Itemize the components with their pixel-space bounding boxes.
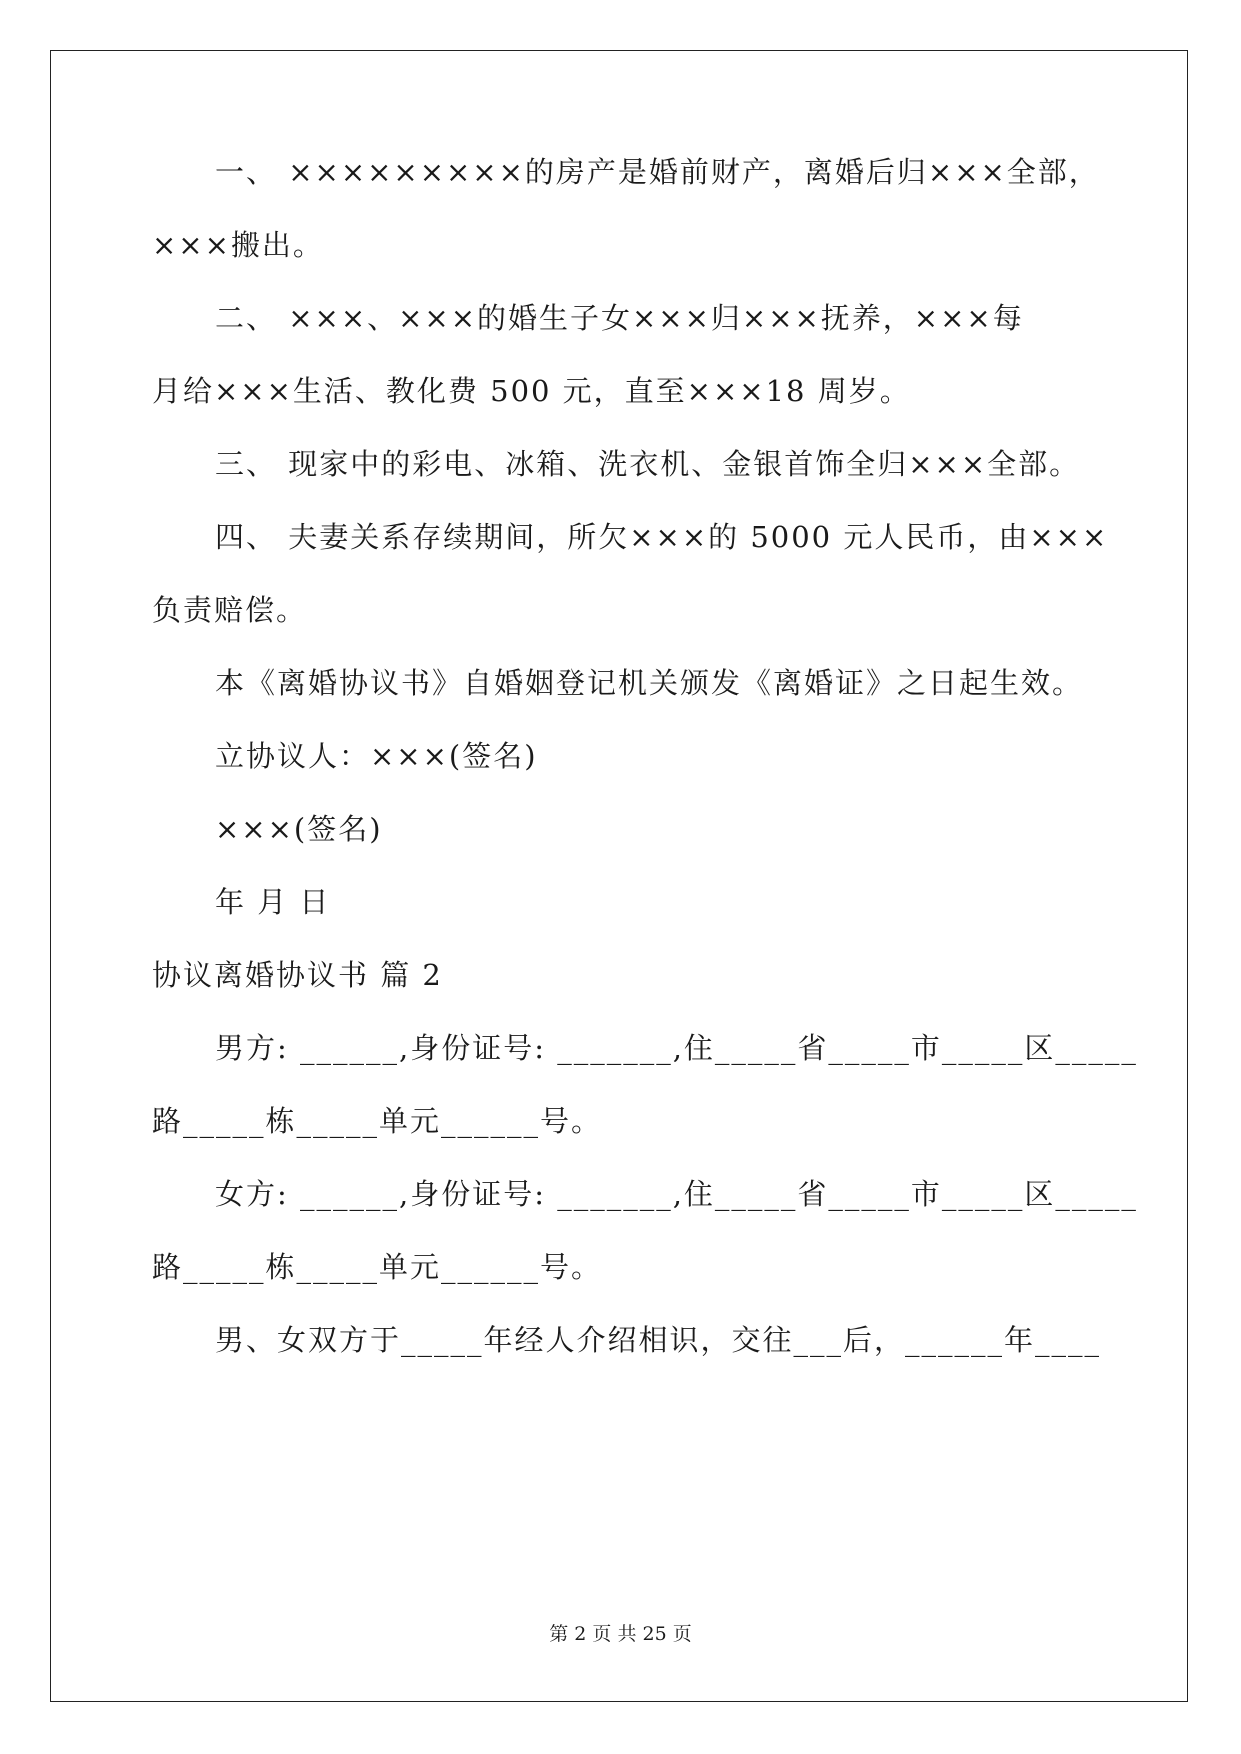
paragraph-line: 男方: ______,身份证号: _______,住_____省_____市_____区_____ [215,1031,1138,1065]
paragraph-line: 三、 现家中的彩电、冰箱、洗衣机、金银首饰全归×××全部。 [215,447,1081,481]
paragraph-line: 二、 ×××、×××的婚生子女×××归×××抚养，×××每 [215,301,1024,335]
paragraph-line: 本《离婚协议书》自婚姻登记机关颁发《离婚证》之日起生效。 [215,666,1084,700]
paragraph-line: 负责赔偿。 [152,593,308,627]
page-number-footer: 第 2 页 共 25 页 [549,1623,692,1645]
paragraph-line: ×××搬出。 [152,228,324,262]
paragraph-line: 男、女双方于_____年经人介绍相识，交往___后，______年____ [215,1323,1102,1357]
paragraph-line: 月给×××生活、教化费 500 元，直至×××18 周岁。 [152,374,911,408]
date-line: 年 月 日 [215,885,331,919]
paragraph-line: 路_____栋_____单元______号。 [152,1250,603,1284]
section-title: 协议离婚协议书 篇 2 [152,958,443,992]
signatory-line: 立协议人：×××(签名) [215,739,538,773]
signatory-line: ×××(签名) [215,812,383,846]
paragraph-line: 一、 ×××××××××的房产是婚前财产，离婚后归×××全部， [215,155,1100,189]
paragraph-line: 女方: ______,身份证号: _______,住_____省_____市_____区_____ [215,1177,1138,1211]
paragraph-line: 路_____栋_____单元______号。 [152,1104,603,1138]
paragraph-line: 四、 夫妻关系存续期间，所欠×××的 5000 元人民币，由××× [215,520,1109,554]
